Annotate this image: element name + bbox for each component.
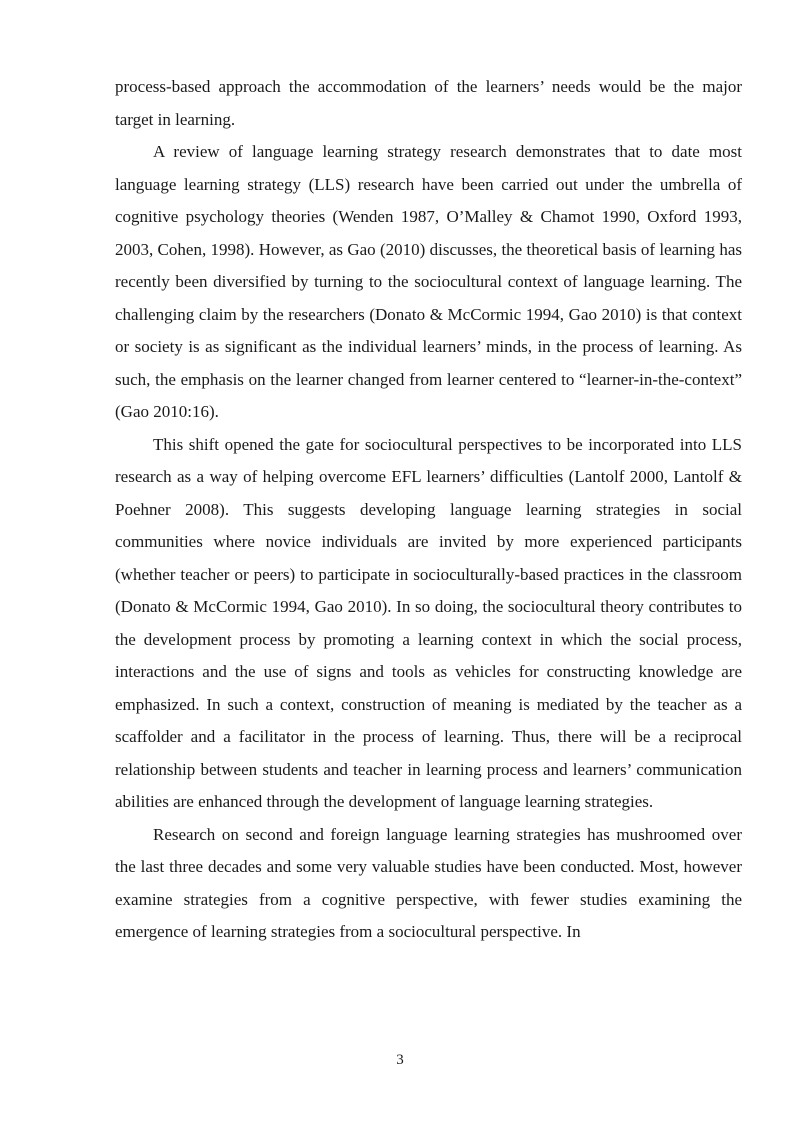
paragraph-research-overview: Research on second and foreign language learning strategies has mushroomed over the last three decades and some very valuable studies have been conducted. Most, however examine strategies from a cognitive perspective, with fewer studies examining the emergence of learning strategies from a sociocultural perspective. In [115, 824, 742, 941]
page-number: 3 [396, 1052, 404, 1068]
paragraph-lls-review: A review of language learning strategy research demonstrates that to date most language learning strategy (LLS) research have been carried out under the umbrella of cognitive psychology theories (Wenden 1987, O’Malley & Chamot 1990, Oxford 1993, 2003, Cohen, 1998). However, as Gao (2010) discusses, the theoretical basis of learning has recently been diversified by turning to the sociocultural context of language learning. The challenging claim by the researchers (Donato & McCormic 1994, Gao 2010) is that context or society is as significant as the individual learners’ minds, in the process of learning. As such, the emphasis on the learner changed from learner centered to “learner-in-the-context” (Gao 2010:16). [115, 142, 742, 421]
paragraph-continuation: process-based approach the accommodation of the learners’ needs would be the major target in learning. [115, 77, 742, 129]
body-text [115, 71, 742, 949]
paragraph-sociocultural-shift: This shift opened the gate for sociocultural perspectives to be incorporated into LLS research as a way of helping overcome EFL learners’ difficulties (Lantolf 2000, Lantolf & Poehner 2008). This suggests developing language learning strategies in social communities where novice individuals are invited by more experienced participants (whether teacher or peers) to participate in socioculturally-based practices in the classroom (Donato & McCormic 1994, Gao 2010). In so doing, the sociocultural theory contributes to the development process by promoting a learning context in which the social process, interactions and the use of signs and tools as vehicles for constructing knowledge are emphasized. In such a context, construction of meaning is mediated by the teacher as a scaffolder and a facilitator in the process of learning. Thus, there will be a reciprocal relationship between students and teacher in learning process and learners’ communication abilities are enhanced through the development of language learning strategies. [115, 434, 742, 811]
